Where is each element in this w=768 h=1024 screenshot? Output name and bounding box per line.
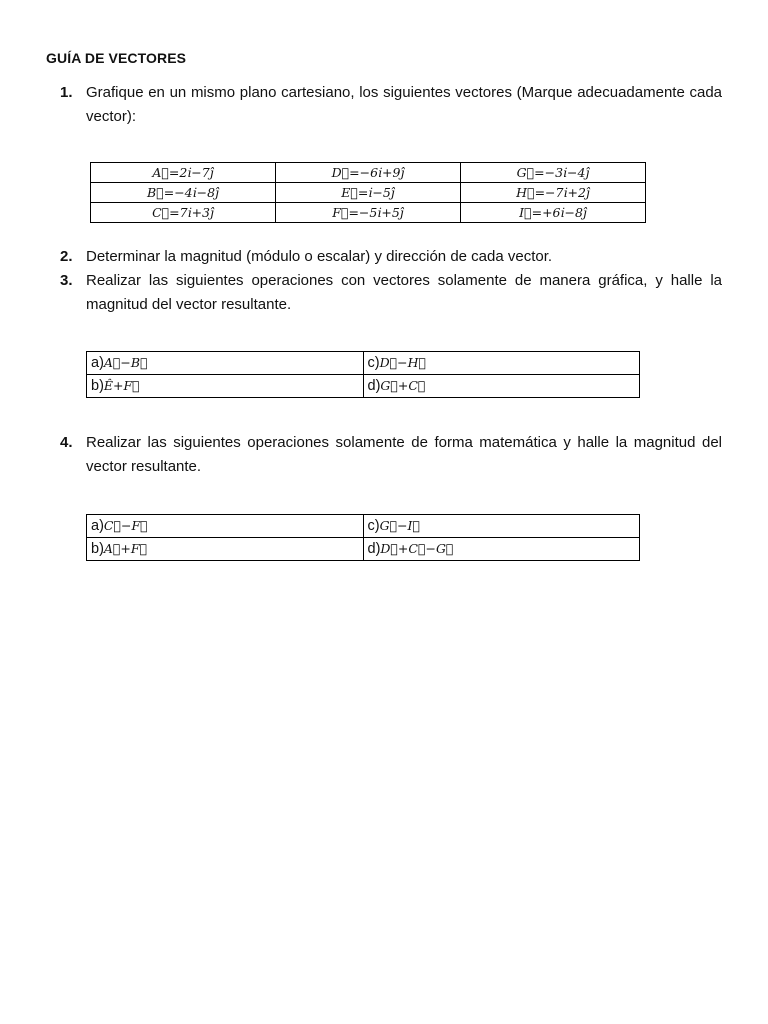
vector-cell: C⃗=7i̇+3ĵ (91, 203, 276, 223)
operation-label: d) (367, 541, 381, 557)
vector-cell: F⃗=−5i̇+5ĵ (275, 203, 460, 223)
operation-label: c) (367, 518, 380, 534)
vector-cell: H⃗=−7i̇+2ĵ (460, 183, 645, 203)
operation-label: b) (91, 378, 104, 394)
vectors-table (90, 162, 646, 223)
operation-expression: Ê+F⃗ (103, 378, 140, 393)
vector-cell: B⃗=−4i̇−8ĵ (91, 183, 276, 203)
question-4 (60, 431, 722, 479)
operation-label: b) (91, 541, 104, 557)
table-row (91, 203, 646, 223)
operation-cell (363, 375, 640, 398)
question-text: Realizar las siguientes operaciones con vectores solamente de manera gráfica, y halle la magnitud del vector resultante. (86, 272, 722, 313)
operation-expression: D⃗−H⃗ (379, 355, 426, 370)
question-1 (60, 81, 722, 129)
vector-cell: A⃗=2i̇−7ĵ (91, 163, 276, 183)
table-row (91, 183, 646, 203)
question-number: 3. (60, 272, 73, 289)
question-text: Grafique en un mismo plano cartesiano, los siguientes vectores (Marque adecuadamente cada vector): (86, 84, 722, 125)
operation-label: d) (367, 378, 381, 394)
table-row (87, 375, 640, 398)
operation-cell (87, 538, 364, 561)
question-number: 4. (60, 434, 73, 451)
table-row (87, 352, 640, 375)
question-number: 2. (60, 248, 73, 265)
vector-cell: D⃗=−6i̇+9ĵ (275, 163, 460, 183)
operation-expression: C⃗−F⃗ (103, 518, 148, 533)
operation-expression: A⃗−B⃗ (103, 355, 148, 370)
operation-expression: G⃗−I⃗ (379, 518, 420, 533)
question-2 (60, 245, 722, 269)
table-row (87, 538, 640, 561)
operation-cell (363, 352, 640, 375)
operation-label: c) (367, 355, 380, 371)
operation-expression: G⃗+C⃗ (380, 378, 426, 393)
operation-cell (87, 375, 364, 398)
question-text: Determinar la magnitud (módulo o escalar) y dirección de cada vector. (86, 248, 553, 265)
vector-cell: I⃗=+6i̇−8ĵ (460, 203, 645, 223)
operation-cell (87, 352, 364, 375)
vector-cell: G⃗=−3i̇−4ĵ (460, 163, 645, 183)
table-row (91, 163, 646, 183)
vector-cell: E⃗=i̇−5ĵ (275, 183, 460, 203)
question-3 (60, 269, 722, 317)
operation-expression: D⃗+C⃗−G⃗ (380, 541, 454, 556)
operation-cell (363, 538, 640, 561)
operation-label: a) (91, 518, 104, 534)
table-row (87, 515, 640, 538)
question-number: 1. (60, 84, 73, 101)
operation-cell (363, 515, 640, 538)
operation-label: a) (91, 355, 104, 371)
operation-expression: A⃗+F⃗ (103, 541, 148, 556)
question-text: Realizar las siguientes operaciones solamente de forma matemática y halle la magnitud del vector resultante. (86, 434, 722, 475)
operation-cell (87, 515, 364, 538)
page-title: GUÍA DE VECTORES (46, 50, 187, 66)
graphic-operations-table (86, 351, 640, 398)
math-operations-table (86, 514, 640, 561)
